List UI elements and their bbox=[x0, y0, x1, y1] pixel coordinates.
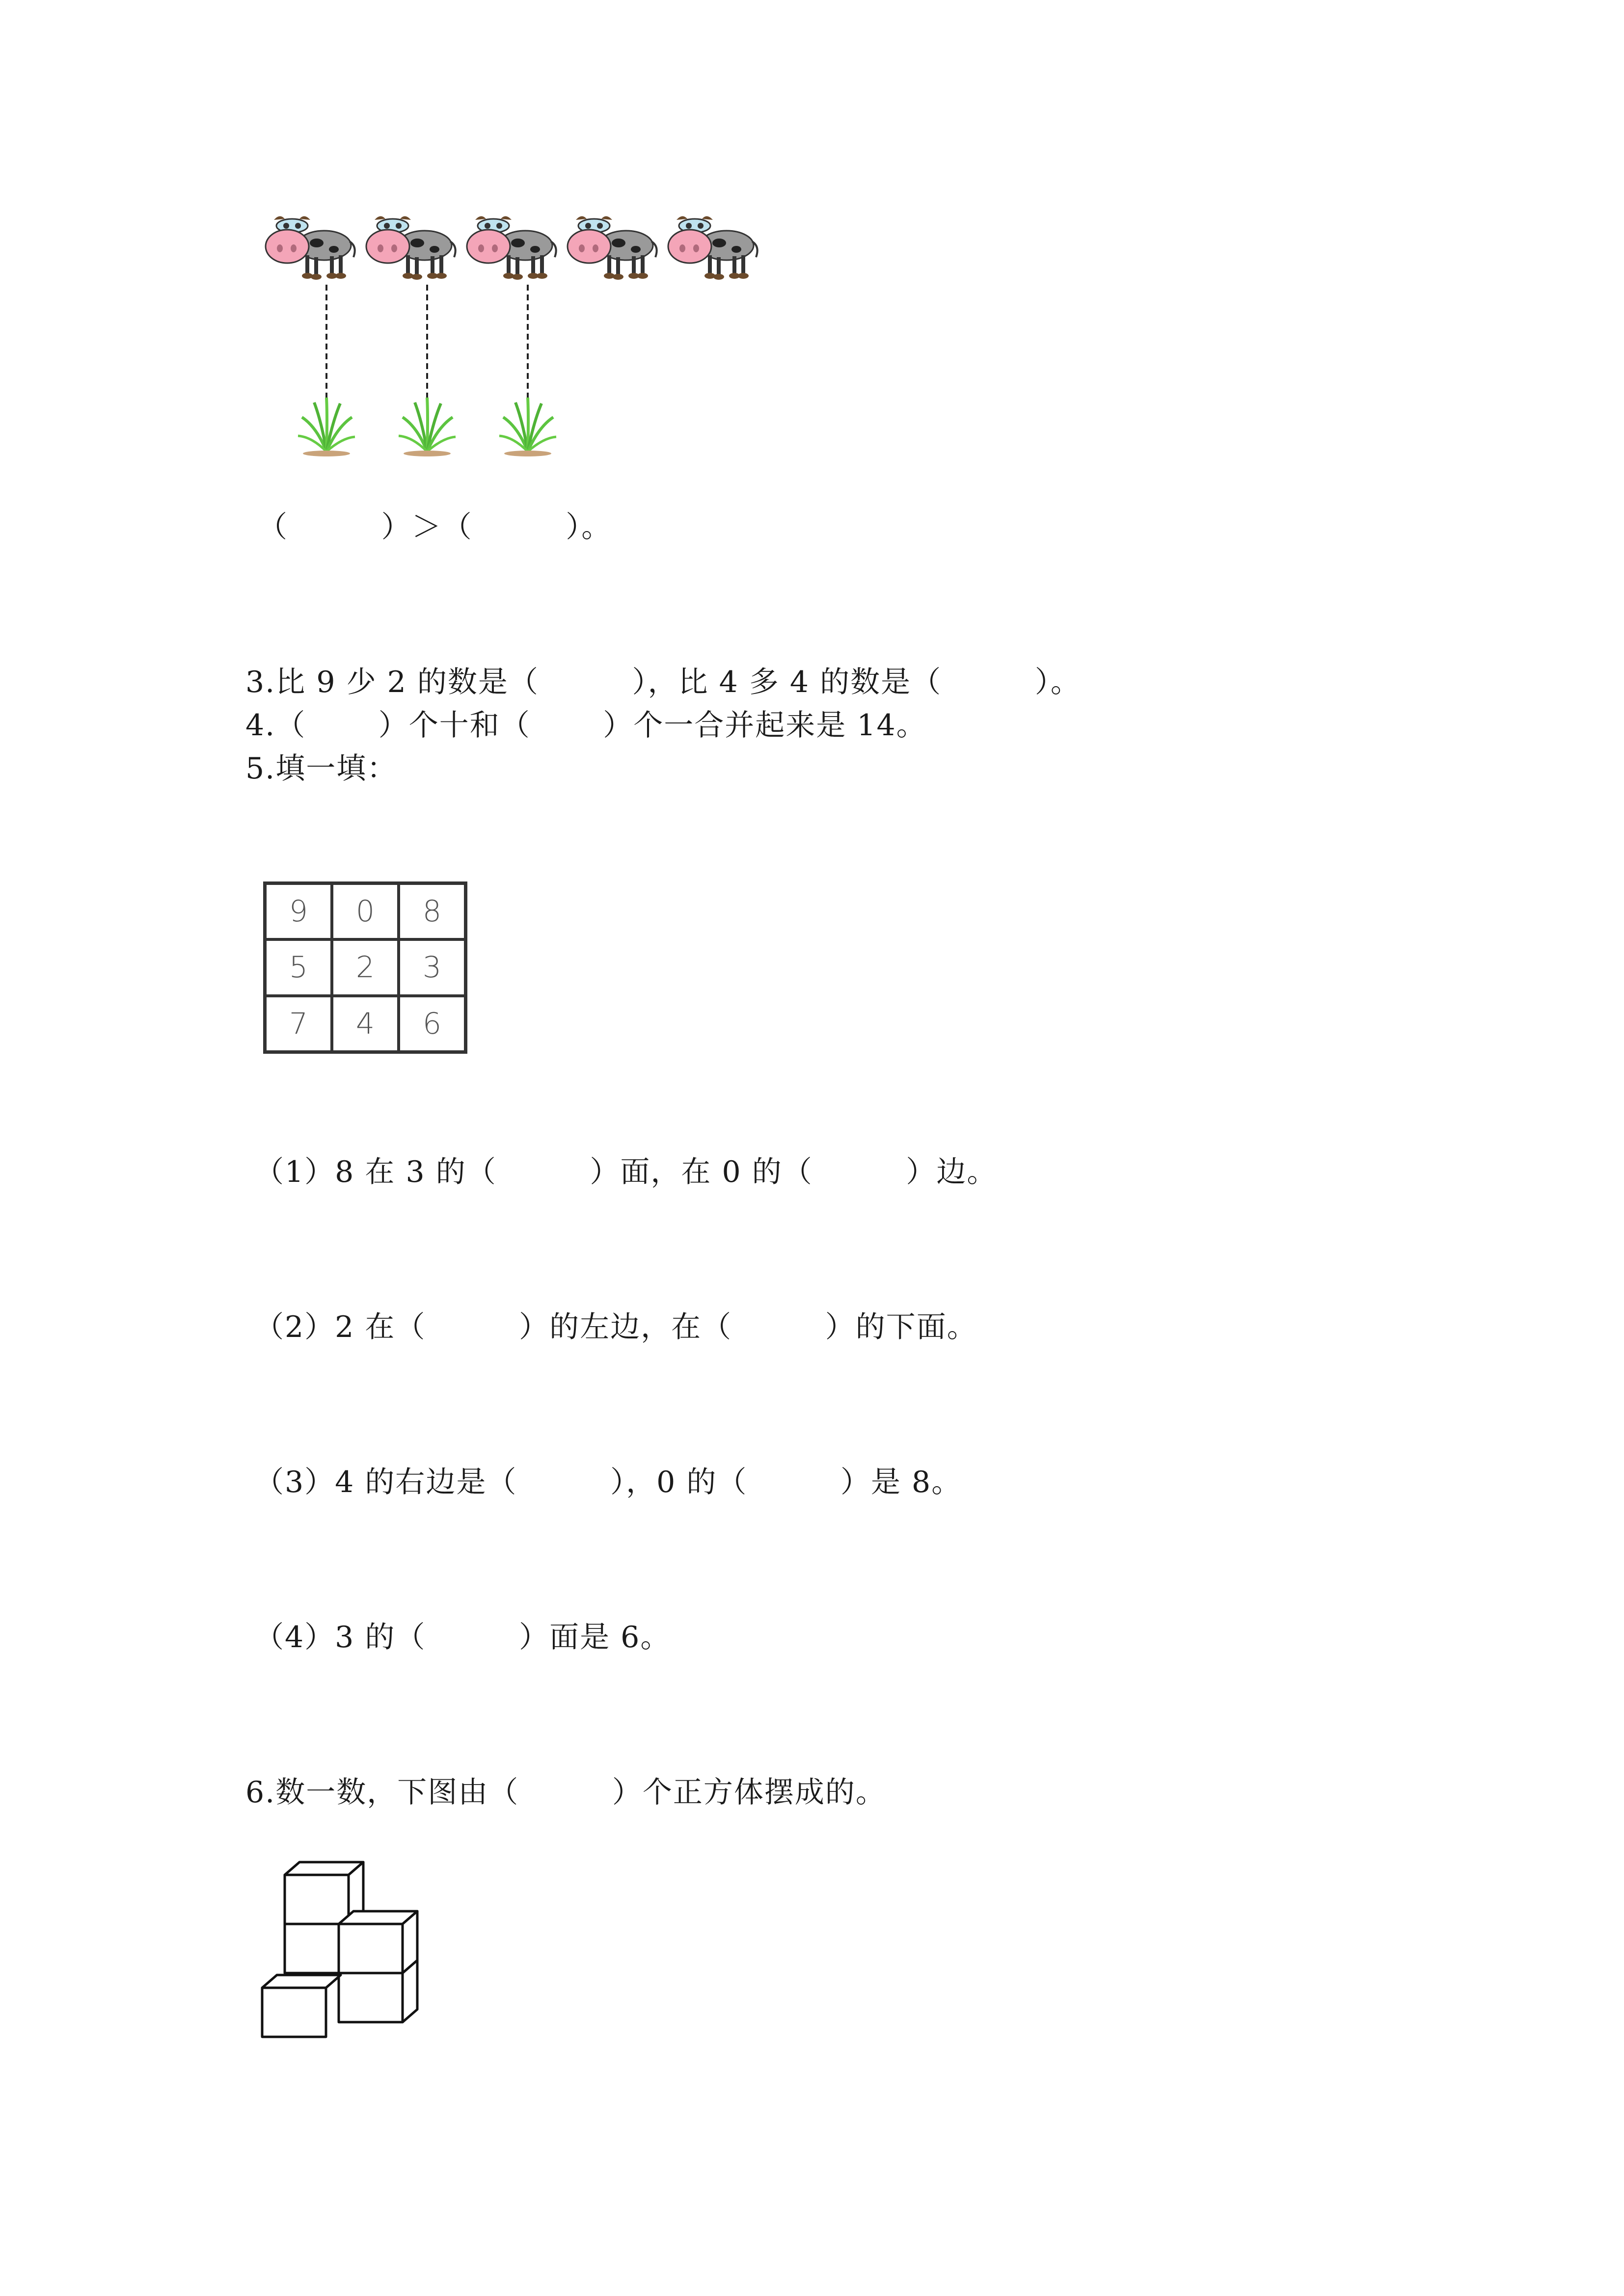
grid-cell: 7 bbox=[265, 996, 332, 1052]
grass-2 bbox=[399, 398, 456, 456]
number-grid bbox=[263, 881, 467, 1054]
question-5-title: 5.填一填： bbox=[245, 751, 398, 786]
cube-front-left bbox=[262, 1975, 341, 2037]
question-3: 3.比 9 少 2 的数是（ ），比 4 多 4 的数是（ ）。 bbox=[245, 665, 1081, 699]
question-4: 4.（ ）个十和（ ）个一合并起来是 14。 bbox=[245, 708, 927, 743]
cows-and-grass-illustration bbox=[245, 206, 835, 471]
cow-5 bbox=[668, 216, 758, 280]
grid-cell: 9 bbox=[265, 883, 332, 939]
grid-cell: 6 bbox=[399, 996, 465, 1052]
q5-sub-1: （1）8 在 3 的（ ）面，在 0 的（ ）边。 bbox=[254, 1155, 998, 1189]
question-6: 6.数一数，下图由（ ）个正方体摆成的。 bbox=[245, 1775, 886, 1810]
grid-cell: 2 bbox=[332, 939, 399, 995]
q5-sub-2: （2）2 在（ ）的左边，在（ ）的下面。 bbox=[254, 1310, 977, 1344]
cube-middle-right bbox=[339, 1911, 417, 1973]
cow-2 bbox=[366, 216, 456, 280]
grid-cell: 3 bbox=[399, 939, 465, 995]
grid-cell: 8 bbox=[399, 883, 465, 939]
q5-sub-4: （4）3 的（ ）面是 6。 bbox=[254, 1620, 671, 1655]
grass-1 bbox=[298, 398, 355, 456]
q5-sub-3: （3）4 的右边是（ ），0 的（ ）是 8。 bbox=[254, 1465, 962, 1499]
grass-3 bbox=[499, 398, 556, 456]
cow-3 bbox=[467, 216, 556, 280]
q2-answer-line: （ ）＞（ ）。 bbox=[258, 510, 612, 544]
grid-cell: 5 bbox=[265, 939, 332, 995]
cow-1 bbox=[266, 216, 355, 280]
grid-cell: 0 bbox=[332, 883, 399, 939]
cow-4 bbox=[568, 216, 657, 280]
grid-cell: 4 bbox=[332, 996, 399, 1052]
stacked-cubes-figure bbox=[255, 1855, 442, 2052]
